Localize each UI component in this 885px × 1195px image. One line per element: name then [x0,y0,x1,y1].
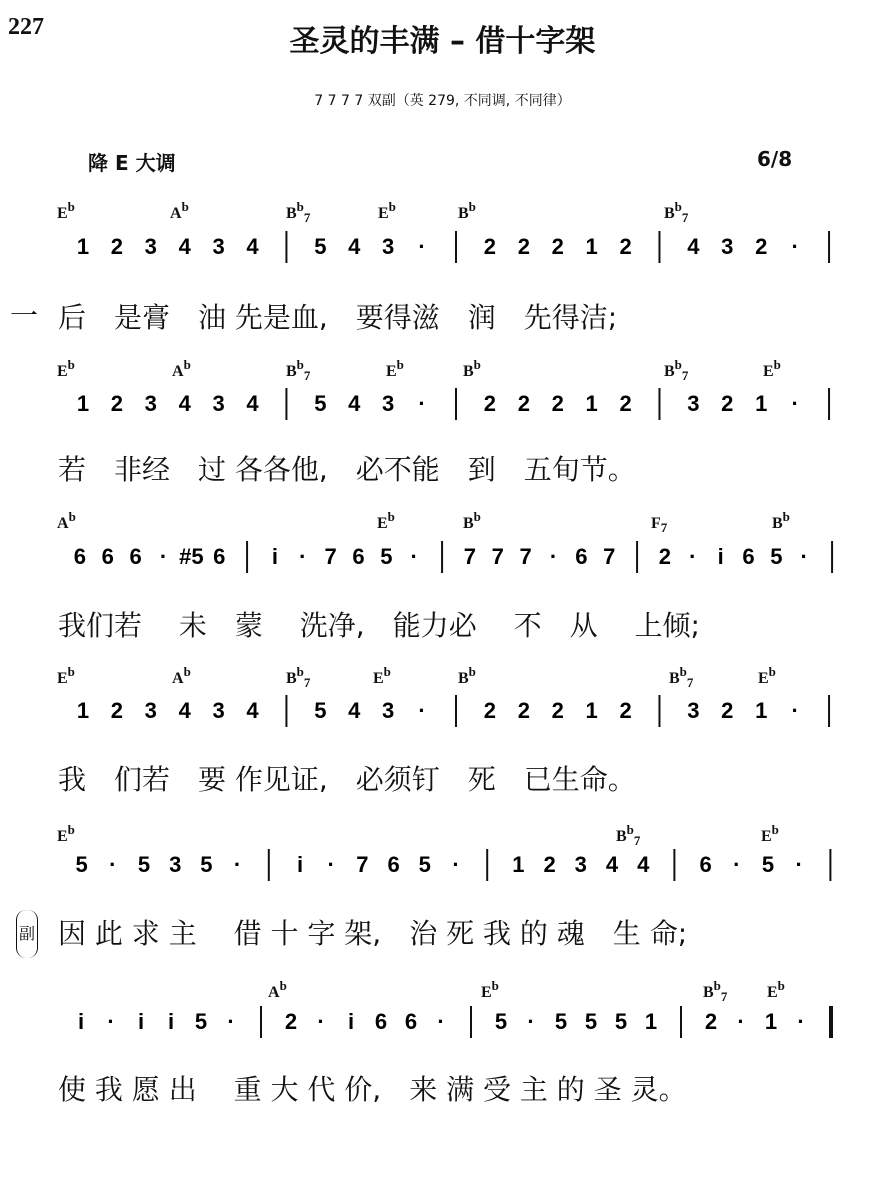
note-token: 2 [755,234,768,259]
chord-symbol [669,664,694,690]
chord-symbol [758,664,776,688]
chord-accidental: b [296,357,304,372]
chord-accidental: b [468,199,476,214]
chord-accidental: b [183,357,191,372]
note-token: 2 [110,698,123,723]
notation-line [58,1005,848,1039]
chord-root: B [286,205,297,222]
chord-symbol [481,978,499,1002]
note-token: 4 [246,234,259,259]
notation-line [58,540,848,574]
note-token: 3 [144,234,157,259]
note-token: · [418,698,426,723]
chord-root: B [664,205,675,222]
chord-symbol [373,664,391,688]
note-token: 7 [491,544,504,569]
chord-accidental: b [674,199,682,214]
note-token: i [296,852,304,877]
note-token: 6 [575,544,588,569]
chord-root: B [703,984,714,1001]
chord-root: E [57,363,68,380]
note-token: 2 [619,698,632,723]
note-token: 2 [517,391,530,416]
note-token: 2 [517,698,530,723]
note-token: 6 [352,544,365,569]
chord-symbol [57,664,75,688]
note-token: 4 [637,852,650,877]
chord-root: A [170,205,182,222]
note-token: 7 [324,544,337,569]
note-token: · [795,852,803,877]
chord-extension: 7 [303,210,311,225]
chord-symbol [57,199,75,223]
note-token: 2 [543,852,556,877]
note-token: 5 [314,234,327,259]
note-token: 1 [585,391,598,416]
note-token: 2 [704,1009,718,1034]
chord-accidental: b [777,978,785,993]
chord-accidental: b [181,199,189,214]
chord-accidental: b [768,664,776,679]
notation-line [58,387,848,421]
note-token: 2 [110,391,123,416]
chord-symbol [172,357,191,381]
chord-accidental: b [396,357,404,372]
note-token: 5 [761,852,775,877]
chord-accidental: b [679,664,687,679]
chord-symbol [57,822,75,846]
chord-accidental: b [279,978,287,993]
note-token: 6 [742,544,755,569]
note-token: 6 [129,544,142,569]
lyric-line: 因 此 求 主 借 十 字 架, 治 死 我 的 魂 生 命; [58,917,688,950]
chord-accidental: b [67,357,75,372]
chord-accidental: b [674,357,682,372]
chord-accidental: b [296,199,304,214]
chord-root: B [772,515,783,532]
chord-symbol [458,199,476,223]
chord-extension: 7 [303,368,311,383]
chord-symbol [767,978,785,1002]
note-token: 5 [137,852,151,877]
note-token: · [797,1009,805,1034]
note-token: 3 [212,698,225,723]
chord-symbol [664,199,689,225]
chord-symbol [463,509,481,533]
chord-symbol [616,822,641,848]
note-token: 6 [213,544,226,569]
note-token: 4 [246,391,259,416]
note-token: 3 [144,698,157,723]
chord-root: B [458,670,469,687]
chord-root: A [57,515,69,532]
note-token: · [317,1009,325,1034]
note-token: 2 [284,1009,298,1034]
chord-root: A [172,363,184,380]
chord-symbol [57,509,76,533]
note-token: 2 [619,391,632,416]
note-token: 1 [644,1009,658,1034]
notation-svg [58,540,848,574]
lyric-line: 我 们若 要 作见证, 必须钉 死 已生命。 [58,763,636,796]
note-token: 3 [382,234,395,259]
note-token: 4 [178,698,191,723]
verse-number: 一 [10,299,39,332]
note-token: 7 [519,544,532,569]
chord-root: B [669,670,680,687]
note-token: 5 [584,1009,598,1034]
note-token: 7 [603,544,616,569]
chord-symbol [664,357,689,383]
note-token: 5 [770,544,783,569]
chord-symbol [772,509,790,533]
chord-symbol [763,357,781,381]
note-token: · [549,544,558,569]
note-token: #5 [179,544,204,569]
chord-root: E [373,670,384,687]
chord-symbol [172,664,191,688]
chord-root: B [458,205,469,222]
chord-symbol [458,664,476,688]
note-token: i [717,544,724,569]
chord-extension: 7 [681,210,689,225]
note-token: i [77,1009,85,1034]
note-token: i [271,544,278,569]
note-token: 5 [314,391,327,416]
note-token: · [227,1009,235,1034]
note-token: 2 [483,698,497,723]
chord-accidental: b [387,509,395,524]
chord-accidental: b [773,357,781,372]
notation-svg [58,848,848,882]
note-token: 5 [554,1009,568,1034]
chord-root: B [463,515,474,532]
note-token: 3 [721,234,734,259]
chord-root: E [57,670,68,687]
chord-extension: 7 [660,520,668,535]
note-token: i [167,1009,175,1034]
chord-accidental: b [473,509,481,524]
lyric-line: 我们若 未 蒙 洗净, 能力必 不 从 上倾; [58,609,700,642]
note-token: 2 [658,544,672,569]
chord-symbol [286,357,311,383]
chord-root: E [57,205,68,222]
note-token: 3 [169,852,182,877]
note-token: 1 [512,852,525,877]
chord-root: B [286,670,297,687]
note-token: 7 [463,544,477,569]
note-token: 4 [605,852,619,877]
chord-symbol [286,664,311,690]
note-token: 1 [585,698,598,723]
note-token: · [109,852,117,877]
note-token: 2 [483,234,497,259]
chord-symbol [703,978,728,1004]
note-token: 3 [574,852,587,877]
notation-svg [58,694,848,728]
note-token: 3 [687,698,700,723]
chord-root: A [268,984,280,1001]
chord-accidental: b [68,509,76,524]
note-token: 1 [76,391,90,416]
note-token: 7 [356,852,369,877]
chord-accidental: b [67,822,75,837]
note-token: · [689,544,697,569]
note-token: · [233,852,242,877]
chord-root: E [377,515,388,532]
note-token: 3 [382,698,395,723]
chord-symbol [268,978,287,1002]
note-token: 3 [144,391,157,416]
chord-accidental: b [771,822,779,837]
chord-symbol [377,509,395,533]
note-token: 5 [75,852,88,877]
chord-symbol [761,822,779,846]
meter-info: 7 7 7 7 双副（英 279, 不同调, 不同律） [314,93,571,109]
chord-accidental: b [183,664,191,679]
note-token: 1 [755,698,768,723]
note-token: i [347,1009,355,1034]
lyric-line: 使 我 愿 出 重 大 代 价, 来 满 受 主 的 圣 灵。 [58,1073,687,1106]
note-token: · [791,234,799,259]
chord-root: E [758,670,769,687]
chord-root: E [378,205,389,222]
chord-root: B [616,828,627,845]
note-token: 6 [73,544,87,569]
note-token: 3 [212,234,225,259]
note-token: 2 [721,391,734,416]
note-token: · [452,852,460,877]
note-token: 5 [314,698,327,723]
note-token: · [791,391,799,416]
chord-symbol [57,357,75,381]
chord-accidental: b [782,509,790,524]
chord-root: F [651,515,661,532]
chord-accidental: b [67,664,75,679]
note-token: · [327,852,335,877]
hymn-title: 圣灵的丰满 – 借十字架 [289,24,596,59]
note-token: 4 [348,698,361,723]
chord-accidental: b [67,199,75,214]
note-token: 5 [418,852,431,877]
chorus-mark: 副 [16,910,38,958]
note-token: 6 [387,852,400,877]
note-token: 2 [619,234,632,259]
chord-root: E [386,363,397,380]
chord-root: E [763,363,774,380]
chord-accidental: b [383,664,391,679]
note-token: 4 [246,698,259,723]
chord-root: B [286,363,297,380]
chord-root: E [761,828,772,845]
note-token: · [107,1009,115,1034]
note-token: · [737,1009,745,1034]
notation-svg [58,387,848,421]
note-token: i [137,1009,145,1034]
note-token: 1 [76,698,90,723]
note-token: 3 [687,391,700,416]
note-token: 1 [764,1009,778,1034]
chord-accidental: b [713,978,721,993]
time-signature: 6/8 [757,147,793,171]
note-token: 2 [483,391,497,416]
chord-symbol [286,199,311,225]
notation-svg [58,1005,848,1039]
note-token: 4 [687,234,700,259]
chord-symbol [651,515,667,533]
chord-accidental: b [388,199,396,214]
note-token: 4 [178,391,191,416]
note-token: 4 [178,234,191,259]
note-token: · [437,1009,445,1034]
note-token: 2 [110,234,123,259]
lyric-line: 后 是膏 油 先是血, 要得滋 润 先得洁; [58,301,618,334]
note-token: · [733,852,741,877]
note-token: · [418,391,426,416]
note-token: 6 [699,852,712,877]
chord-extension: 7 [681,368,689,383]
notation-line [58,694,848,728]
chord-accidental: b [491,978,499,993]
note-token: · [527,1009,535,1034]
note-token: 5 [614,1009,628,1034]
notation-svg [58,230,848,264]
chord-extension: 7 [686,675,694,690]
notation-line [58,230,848,264]
hymn-number: 227 [8,14,44,40]
chord-extension: 7 [303,675,311,690]
chord-root: B [463,363,474,380]
note-token: 6 [101,544,114,569]
note-token: 1 [76,234,90,259]
note-token: 2 [551,698,564,723]
chord-extension: 7 [720,989,728,1004]
lyric-line: 若 非经 过 各各他, 必不能 到 五旬节。 [58,453,636,486]
chord-root: E [481,984,492,1001]
note-token: · [159,544,168,569]
notation-line [58,848,848,882]
chord-root: A [172,670,184,687]
note-token: 6 [374,1009,388,1034]
chord-symbol [170,199,189,223]
chord-root: E [767,984,778,1001]
note-token: 5 [200,852,213,877]
note-token: 3 [212,391,225,416]
chord-symbol [386,357,404,381]
note-token: · [418,234,426,259]
note-token: 1 [755,391,768,416]
chord-symbol [378,199,396,223]
note-token: · [299,544,307,569]
note-token: 1 [585,234,598,259]
note-token: 3 [382,391,395,416]
note-token: 2 [517,234,530,259]
key-signature: 降 E 大调 [88,151,176,175]
chord-root: B [664,363,675,380]
note-token: 2 [551,391,564,416]
chord-accidental: b [473,357,481,372]
note-token: 4 [348,234,361,259]
chord-extension: 7 [633,833,641,848]
chord-accidental: b [468,664,476,679]
chord-accidental: b [296,664,304,679]
chord-root: E [57,828,68,845]
note-token: 5 [380,544,393,569]
chord-symbol [463,357,481,381]
note-token: 2 [551,234,564,259]
note-token: · [410,544,418,569]
note-token: · [791,698,799,723]
note-token: 2 [721,698,734,723]
note-token: 5 [494,1009,508,1034]
note-token: 4 [348,391,361,416]
chord-accidental: b [626,822,634,837]
note-token: 5 [194,1009,208,1034]
note-token: · [800,544,808,569]
note-token: 6 [404,1009,418,1034]
